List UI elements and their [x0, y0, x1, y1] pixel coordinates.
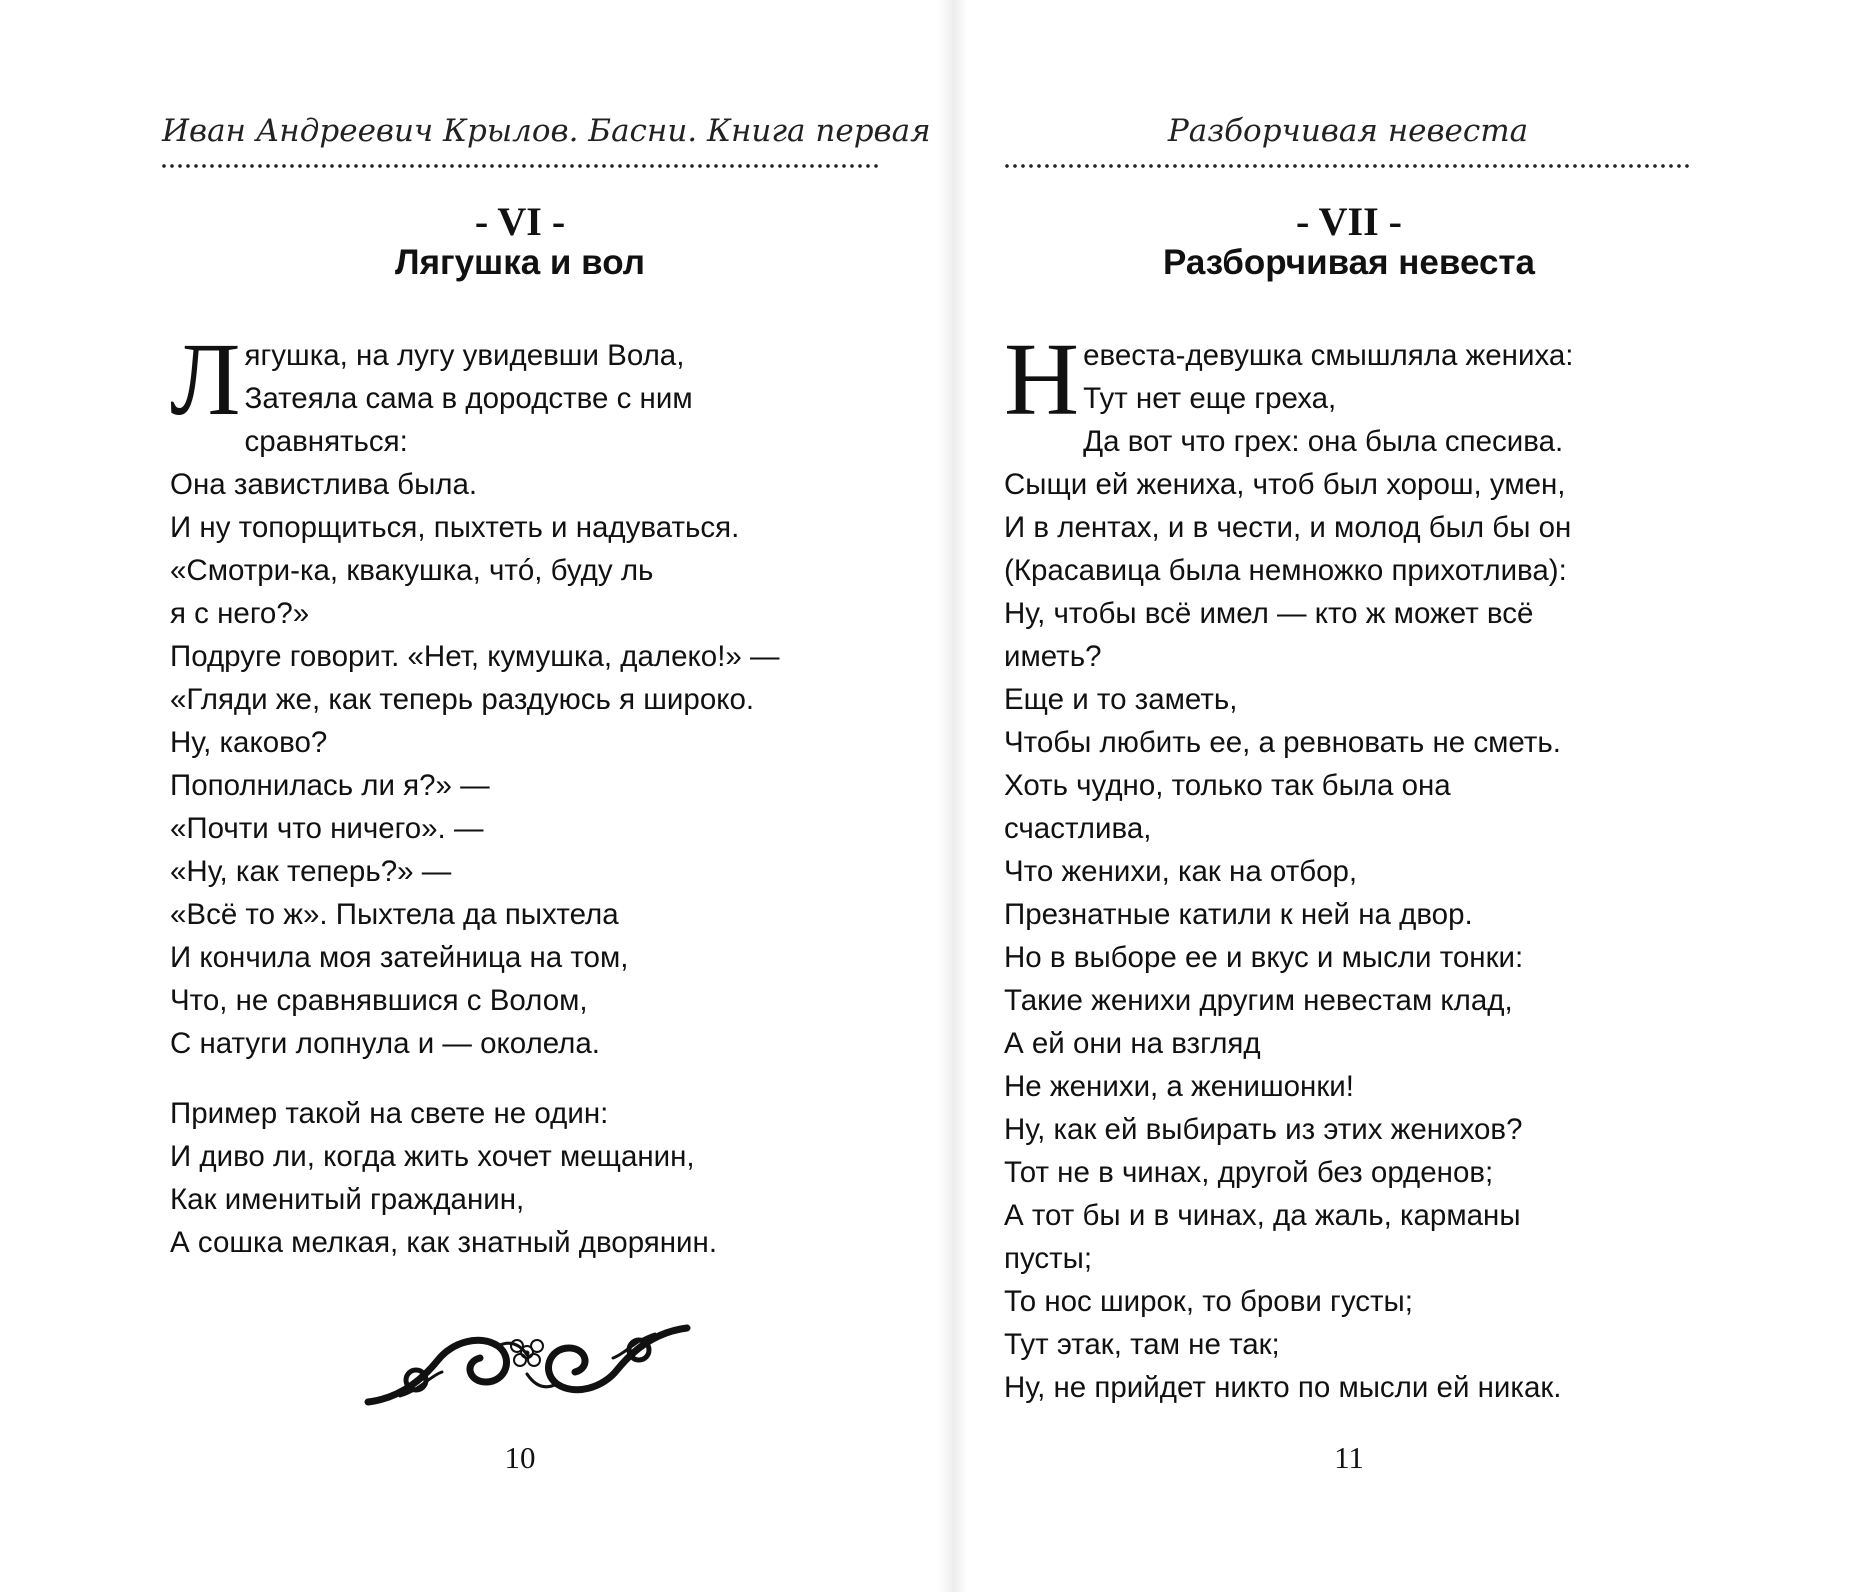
- stanza-break: [170, 1065, 890, 1092]
- page-number-left: 10: [504, 1440, 536, 1475]
- poem-line: И ну топорщиться, пыхтеть и надуваться.: [170, 511, 740, 544]
- poem-body-left: [170, 322, 890, 1264]
- poem-line: И кончила моя затейница на том,: [170, 941, 629, 974]
- dotted-rule-left: [160, 164, 880, 168]
- dotted-rule-right: [1003, 164, 1693, 168]
- poem-line: А ей они на взгляд: [1004, 1027, 1261, 1060]
- fable-numeral-left: - VI -: [474, 199, 566, 244]
- poem-line: И в лентах, и в чести, и молод был бы он: [1004, 511, 1572, 544]
- poem-line: Чтобы любить ее, а ревновать не сметь.: [1004, 726, 1561, 759]
- poem-line: «Смотри-ка, квакушка, чтó, буду ль: [170, 554, 654, 587]
- moral-line: Как именитый гражданин,: [170, 1183, 525, 1216]
- fable-title-right: Разборчивая невеста: [1162, 243, 1536, 282]
- poem-line: Еще и то заметь,: [1004, 683, 1238, 716]
- poem-line: Ну, каково?: [170, 726, 328, 759]
- right-page: [967, 0, 1866, 1592]
- poem-line: Ну, чтобы всё имел — кто ж может всё: [1004, 597, 1534, 630]
- poem-line: (Красавица была немножко прихотлива):: [1004, 554, 1567, 587]
- poem-line: Ну, не прийдет никто по мысли ей никак.: [1004, 1371, 1562, 1404]
- poem-line: Тот не в чинах, другой без орденов;: [1004, 1156, 1494, 1189]
- poem-line: Что женихи, как на отбор,: [1004, 855, 1358, 888]
- poem-line: Тут этак, там не так;: [1004, 1328, 1280, 1361]
- poem-line: Пополнилась ли я?» —: [170, 769, 490, 802]
- poem-line: евеста-девушка смышляла жениха:: [1083, 339, 1574, 372]
- page-number-right: 11: [1334, 1440, 1364, 1475]
- poem-line: Но в выборе ее и вкус и мысли тонки:: [1004, 941, 1524, 974]
- poem-line: Подруге говорит. «Нет, кумушка, далеко!» —: [170, 640, 780, 673]
- drop-cap-left: Л: [170, 322, 241, 437]
- poem-line: Что, не сравнявшися с Волом,: [170, 984, 588, 1017]
- poem-line: То нос широк, то брови густы;: [1004, 1285, 1413, 1318]
- poem-line: А тот бы и в чинах, да жаль, карманы: [1004, 1199, 1521, 1232]
- poem-line: Хоть чудно, только так была она: [1004, 769, 1451, 802]
- poem-line: Не женихи, а женишонки!: [1004, 1070, 1354, 1103]
- poem-line: Презнатные катили к ней на двор.: [1004, 898, 1473, 931]
- poem-line: Да вот что грех: она была спесива.: [1083, 425, 1564, 458]
- poem-line: пусты;: [1004, 1242, 1093, 1275]
- moral-line: А сошка мелкая, как знатный дворянин.: [170, 1226, 718, 1259]
- poem-line: «Ну, как теперь?» —: [170, 855, 452, 888]
- book-gutter: [937, 0, 967, 1592]
- poem-line: С натуги лопнула и — околела.: [170, 1027, 600, 1060]
- poem-line: ягушка, на лугу увидевши Вола,: [244, 339, 685, 372]
- fable-numeral-right: - VII -: [1296, 199, 1402, 244]
- poem-line: Затеяла сама в дородстве с ним: [244, 382, 693, 415]
- moral-line: Пример такой на свете не один:: [170, 1097, 609, 1130]
- poem-line: иметь?: [1004, 640, 1102, 673]
- moral-line: И диво ли, когда жить хочет мещанин,: [170, 1140, 695, 1173]
- poem-line: я с него?»: [170, 597, 310, 630]
- drop-cap-right: Н: [1004, 322, 1080, 437]
- running-head-left: Иван Андреевич Крылов. Басни. Книга первая: [162, 113, 931, 149]
- running-head-right: Разборчивая невеста: [1167, 113, 1529, 149]
- poem-line: Такие женихи другим невестам клад,: [1004, 984, 1513, 1017]
- poem-line: сравняться:: [244, 425, 408, 458]
- poem-line: «Всё то ж». Пыхтела да пыхтела: [170, 898, 619, 931]
- poem-line: счастлива,: [1004, 812, 1152, 845]
- fable-title-left: Лягушка и вол: [395, 243, 645, 282]
- poem-line: «Почти что ничего». —: [170, 812, 484, 845]
- poem-line: «Гляди же, как теперь раздуюсь я широко.: [170, 683, 755, 716]
- poem-line: Сыщи ей жениха, чтоб был хорош, умен,: [1004, 468, 1566, 501]
- poem-body-right: [1004, 322, 1784, 1409]
- poem-line: Тут нет еще греха,: [1083, 382, 1337, 415]
- poem-line: Она завистлива была.: [170, 468, 478, 501]
- floral-scroll-icon: [360, 1310, 695, 1420]
- poem-line: Ну, как ей выбирать из этих женихов?: [1004, 1113, 1523, 1146]
